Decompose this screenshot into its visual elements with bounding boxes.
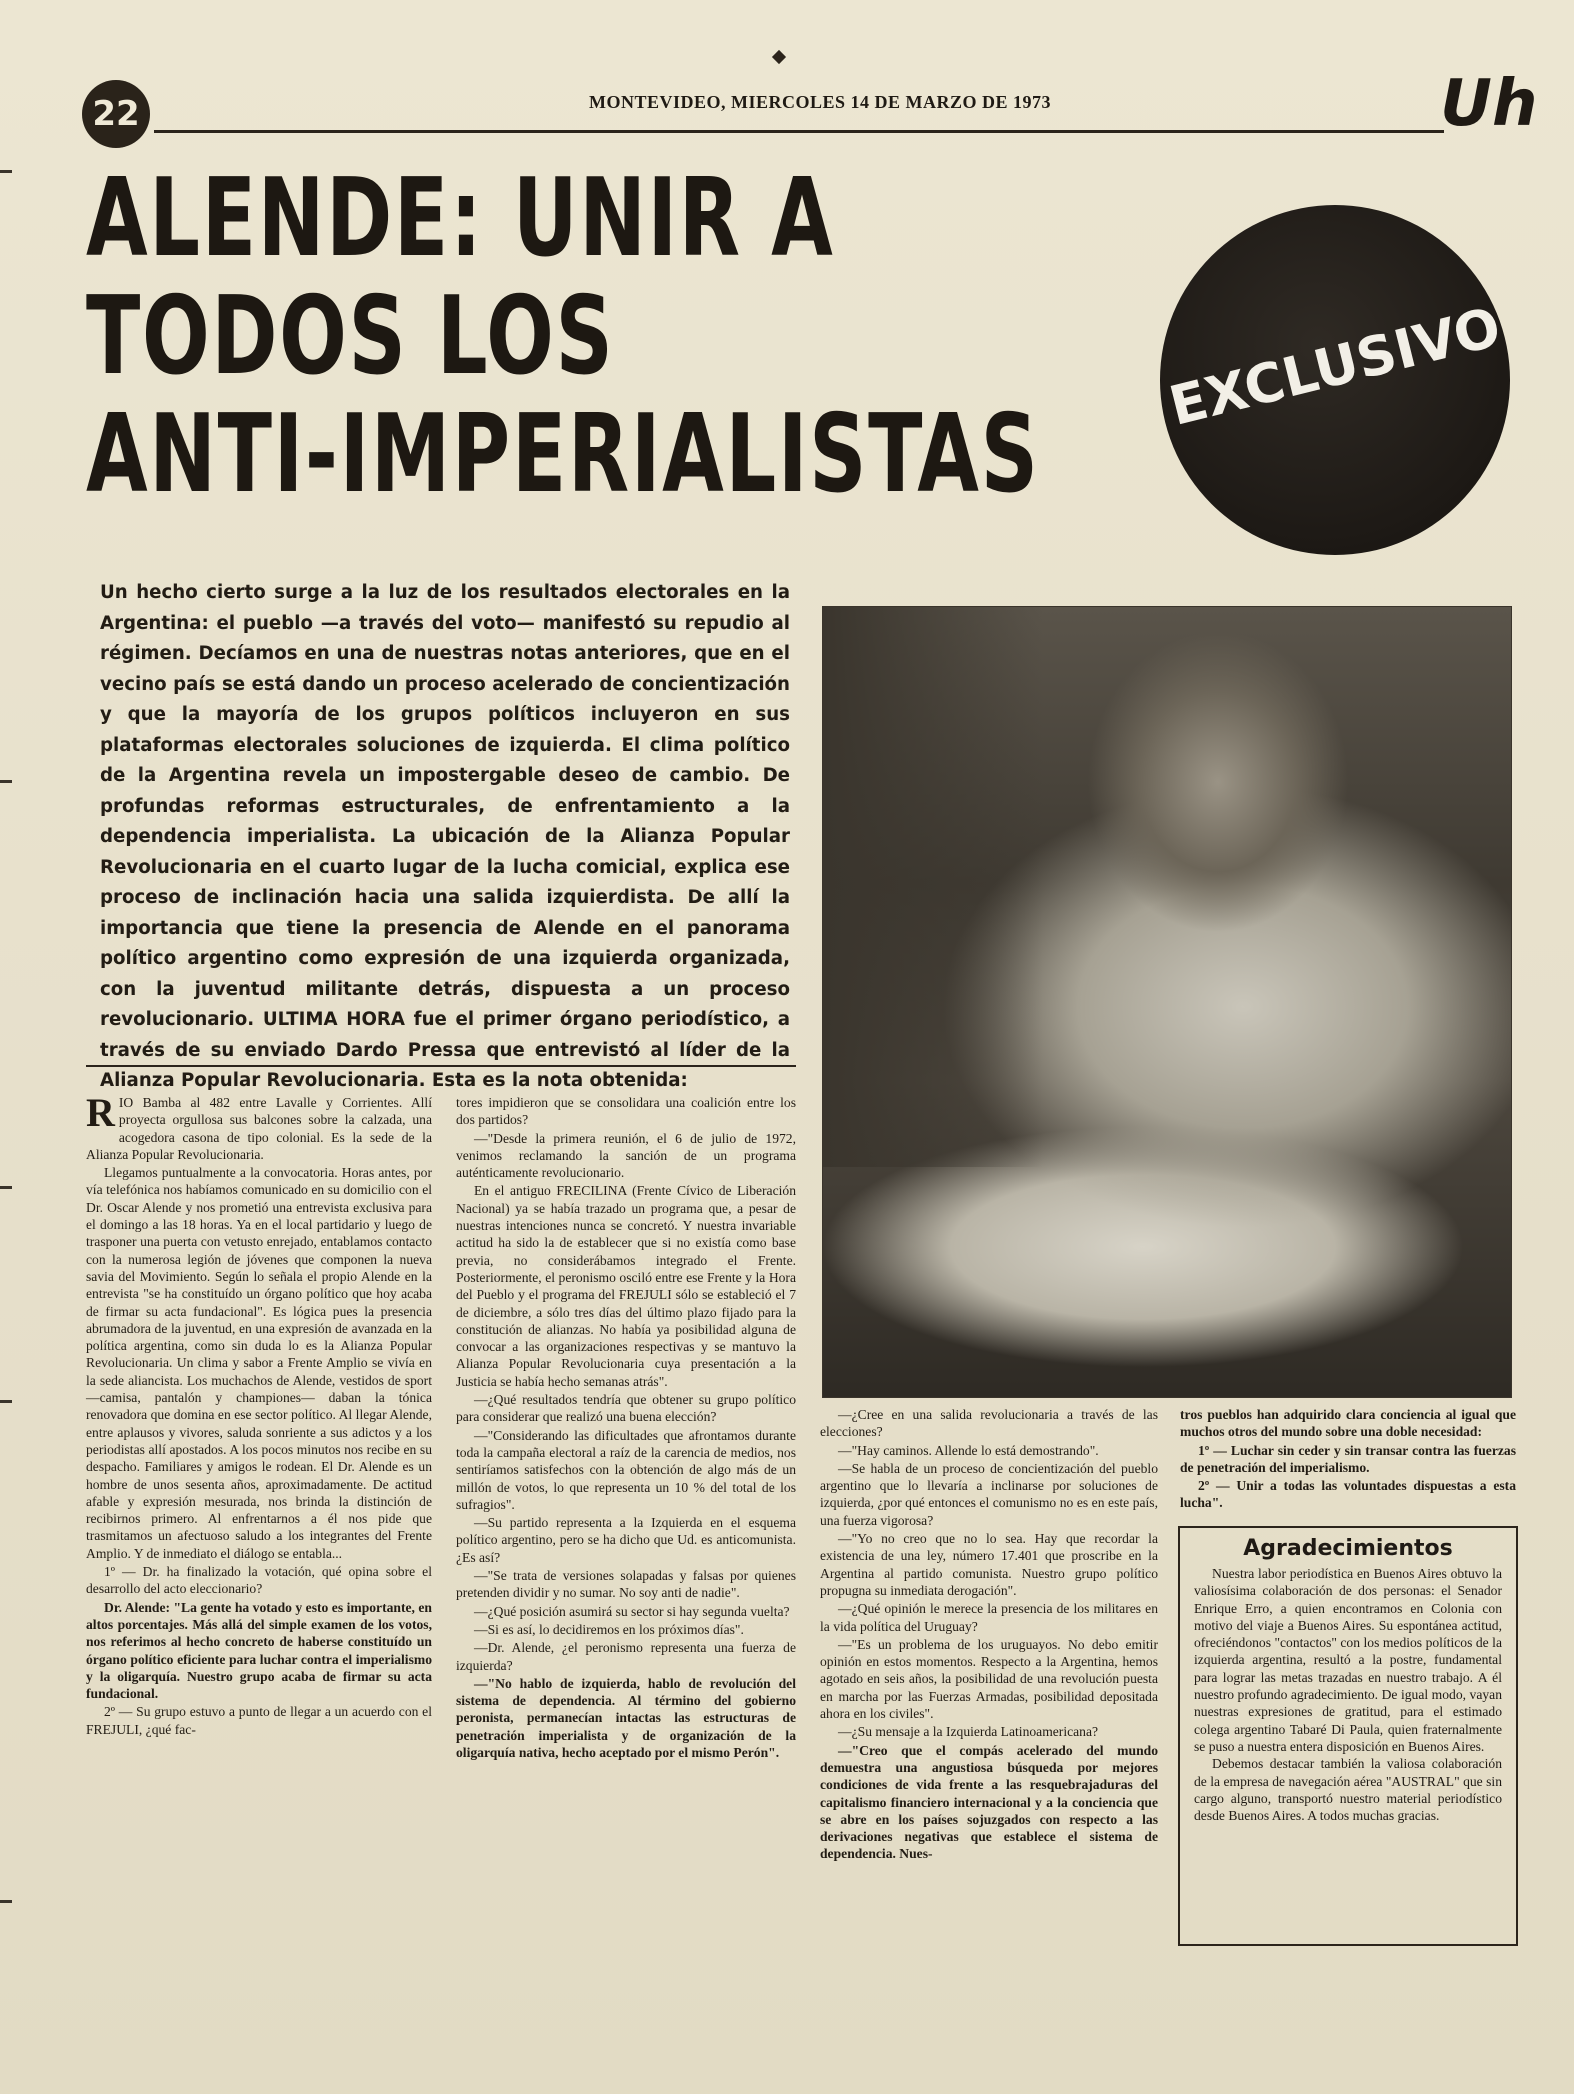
col3-paragraph-4: —"Yo no creo que no lo sea. Hay que recordar la existencia de una ley, número 17.401 que proscribe en la Argentina al partido comunista. Nuestro grupo político propugna su inmediata derogación". [820,1531,1158,1598]
col1-paragraph-1 [86,1090,432,1163]
col3-paragraph-3: —Se habla de un proceso de concientización del pueblo argentino que lo llevaría a inclinarse por soluciones de izquierda, ¿por qué entonces el comunismo no es en este país, una fuerza vigorosa? [820,1460,1158,1528]
col3-paragraph-6: —"Es un problema de los uruguayos. No debo emitir opinión en estos momentos. Respecto a la Argentina, hemos agotado en seis años, la posibilidad de una revolución puesta en marcha por las Fuerzas Armadas, posibilidad depositada ahora en los civiles". [820,1636,1158,1722]
acknowledgements-text [1194,1565,1502,1824]
dateline: MONTEVIDEO, MIERCOLES 14 DE MARZO DE 1973 [588,92,1052,112]
headline [86,156,1040,517]
header-rule [154,130,1444,133]
col2-paragraph-3: En el antiguo FRECILINA (Frente Cívico de Liberación Nacional) ya se había trazado un programa que, a pesar de nuestras intenciones nunca se concretó. Y nuestra invariable actitud ha sido la de establecer que si no existía como base previa, no considerábamos integrado el Frente. Posteriormente, el peronismo osciló entre ese Frente y la Hora del Pueblo y el programa del FREJULI sólo se estableció el 7 de diciembre, a sólo tres días del último plazo fijado para la constitución de alianzas. No había ya posibilidad alguna de convocar a las organizaciones respectivas y se mantuvo la Alianza Popular Revolucionaria cuya presentación a la Justicia se había hecho semanas atrás". [456,1183,796,1389]
margin-mark [0,780,12,783]
col2-paragraph-11: —"No hablo de izquierda, hablo de revolución del sistema de dependencia. Al término del gobierno peronista, permanecían intactas las estructuras de penetración imperialista y de organización de la oligarquía nativa, hecho aceptado por el mismo Perón". [456,1675,796,1760]
acknowledgements-paragraph-2: Debemos destacar también la valiosa colaboración de la empresa de navegación aérea "AUSTRAL" que sin cargo alguno, transportó nuestro material periodístico desde Buenos Aires. A todos muchas gracias. [1194,1756,1502,1824]
page-number: 22 [82,80,150,148]
col3-paragraph-2: —"Hay caminos. Allende lo está demostrando". [838,1442,1099,1458]
col2-paragraph-9: —Si es así, lo decidiremos en los próximos días". [474,1621,744,1637]
col4-paragraph-1: tros pueblos han adquirido clara conciencia al igual que muchos otros del mundo sobre una doble necesidad: [1180,1407,1516,1440]
article-column-1 [86,1090,432,1739]
col2-paragraph-1: tores impidieron que se consolidara una coalición entre los dos partidos? [456,1095,796,1128]
headline-line-1: ALENDE: UNIR A [86,156,835,281]
article-column-3 [820,1406,1158,1864]
col4-paragraph-2: 1º — Luchar sin ceder y sin transar contra las fuerzas de penetración del imperialismo. [1180,1442,1516,1475]
exclusive-badge [1160,205,1510,555]
headline-line-2: TODOS LOS [86,274,615,399]
margin-mark [0,1900,12,1903]
col2-paragraph-10: —Dr. Alende, ¿el peronismo representa una fuerza de izquierda? [456,1640,796,1673]
headline-line-3: ANTI-IMPERIALISTAS [86,392,1040,517]
photo-shadow [823,607,1043,1167]
col3-paragraph-7: —¿Su mensaje a la Izquierda Latinoamericana? [838,1724,1099,1740]
lead-divider [86,1065,796,1067]
lead-paragraph: Un hecho cierto surge a la luz de los resultados electorales en la Argentina: el pueblo —a través del voto— manifestó su repudio al régimen. Decíamos en una de nuestras notas anteriores, que en el vecino país se está dando un proceso acelerado de concientización y que la mayoría de los grupos políticos incluyeron en sus plataformas electorales soluciones de izquierda. El clima político de la Argentina revela un impostergable deseo de cambio. De profundas reformas estructurales, de enfrentamiento a la dependencia imperialista. La ubicación de la Alianza Popular Revolucionaria en el cuarto lugar de la lucha comicial, explica ese proceso de inclinación hacia una salida izquierdista. De allí la importancia que tiene la presencia de Alende en el panorama político argentino como expresión de una izquierda organizada, con la juventud militante detrás, dispuesta a un proceso revolucionario. ULTIMA HORA fue el primer órgano periodístico, a través de su enviado Dardo Pressa que entrevistó al líder de la Alianza Popular Revolucionaria. Esta es la nota obtenida: [100,582,790,1091]
acknowledgements-box [1178,1526,1518,1946]
margin-mark [0,170,12,173]
margin-mark [0,1186,12,1189]
col2-paragraph-5: —"Considerando las dificultades que afrontamos durante toda la campaña electoral a raíz de la carencia de medios, nos sentiríamos satisfechos con la obtención de algo más de un millón de votos, lo que representa un 10 % del total de los sufragios". [456,1427,796,1512]
newspaper-logo: Uh [1440,67,1538,141]
col1-paragraph-2: Llegamos puntualmente a la convocatoria. Horas antes, por vía telefónica nos habíamos comunicado en su domicilio con el Dr. Oscar Alende y nos prometió una entrevista exclusiva para el domingo a las 18 horas. Ya en el local partidario y luego de trasponer una puerta con vetusto enrejado, entablamos contacto con la numerosa legión de jóvenes que componen la nueva savia del Movimiento. Según lo señala el propio Alende en la entrevista "se ha constituído un órgano político que hoy acaba de firmar su acta fundacional". Es lógica pues la presencia abrumadora de la juventud, en una expresión de avanzada en la política argentina, como sin duda lo es la Alianza Popular Revolucionaria. Un clima y sabor a Frente Amplio se vivía en la sede aliancista. Los muchachos de Alende, vestidos de sport —camisa, pantalón y championes— daban la tónica renovadora que domina en ese sector político. Al llegar Alende, entre aplausos y vivores, saluda sonriente a sus adictos y a los periodistas allí apostados. A los pocos minutos nos recibe en su despacho. Familiares y amigos le rodean. El Dr. Alende es un hombre de unos sesenta años, aproximadamente. De actitud afable y expresión mesurada, nos brinda la distinción de recibirnos primero. Al enfrentarnos a él nos pide que trasmitamos un afectuoso saludo a los integrantes del Frente Amplio. Y de inmediato el diálogo se entabla... [86,1165,432,1561]
col2-paragraph-8: —¿Qué posición asumirá su sector si hay segunda vuelta? [474,1603,790,1619]
acknowledgements-title: Agradecimientos [1243,1536,1453,1561]
col2-paragraph-6: —Su partido representa a la Izquierda en el esquema político argentino, pero se ha dicho que Ud. es anticomunista. ¿Es así? [456,1515,796,1565]
acknowledgements-paragraph-1: Nuestra labor periodística en Buenos Aires obtuvo la valiosísima colaboración de dos personas: el Senador Enrique Erro, a quien encontramos en Colonia con motivo del viaje a Buenos Aires. Su espontánea actitud, ofreciéndonos "contactos" con los medios políticos de la izquierda argentina, resultó a la postre, fundamental para lograr las metas trazadas en nuestro trabajo. A él nuestro profundo agradecimiento. De igual modo, vayan nuestras expresiones de gratitud, para el estimado colega argentino Tabaré Di Paula, quien fraternalmente se puso a nuestra entera disposición en Buenos Aires. [1194,1566,1502,1754]
drop-cap: R [86,1090,115,1135]
col2-paragraph-2: —"Desde la primera reunión, el 6 de julio de 1972, venimos reclamando la sanción de un programa auténticamente revolucionario. [456,1130,796,1181]
col1-text-1: IO Bamba al 482 entre Lavalle y Corrientes. Allí proyecta orgullosa sus balcones sobre la calzada, una acogedora casona de tipo colonial. Es la sede de la Alianza Popular Revolucionaria. [86,1095,432,1162]
margin-mark [0,1400,12,1403]
col3-paragraph-5: —¿Qué opinión le merece la presencia de los militares en la vida política del Uruguay? [820,1601,1158,1634]
photo-alende-at-desk [822,606,1512,1398]
col3-paragraph-1: —¿Cree en una salida revolucionaria a través de las elecciones? [820,1407,1158,1440]
col4-paragraph-3: 2º — Unir a todas las voluntades dispuestas a esta lucha". [1180,1478,1516,1511]
col2-paragraph-4: —¿Qué resultados tendría que obtener su grupo político para considerar que realizó una buena elección? [456,1392,796,1425]
exclusive-label: EXCLUSIVO [1163,295,1507,438]
article-column-2 [456,1094,796,1762]
col1-answer-1: Dr. Alende: "La gente ha votado y esto es importante, en altos porcentajes. Más allá del simple examen de los votos, nos referimos al hecho concreto de haberse constituído un órgano político eficiente para luchar contra el imperialismo y la oligarquía. Nuestro grupo acaba de firmar su acta fundacional. [86,1599,432,1702]
col1-question-1: 1º — Dr. ha finalizado la votación, qué opina sobre el desarrollo del acto eleccionario? [86,1564,432,1597]
article-column-4 [1180,1406,1516,1513]
col1-question-2: 2º — Su grupo estuvo a punto de llegar a un acuerdo con el FREJULI, ¿qué fac- [86,1704,432,1737]
col2-paragraph-7: —"Se trata de versiones solapadas y falsas por quienes pretenden dividir y no sumar. No soy anti de nadie". [456,1568,796,1601]
col3-paragraph-8: —"Creo que el compás acelerado del mundo demuestra una angustiosa búsqueda por mejores condiciones de vida frente a las resquebrajaduras del capitalismo financiero internacional y a la conciencia que se abre en los países sojuzgados con respecto a las derivaciones negativas que establece el sistema de dependencia. Nues- [820,1742,1158,1862]
